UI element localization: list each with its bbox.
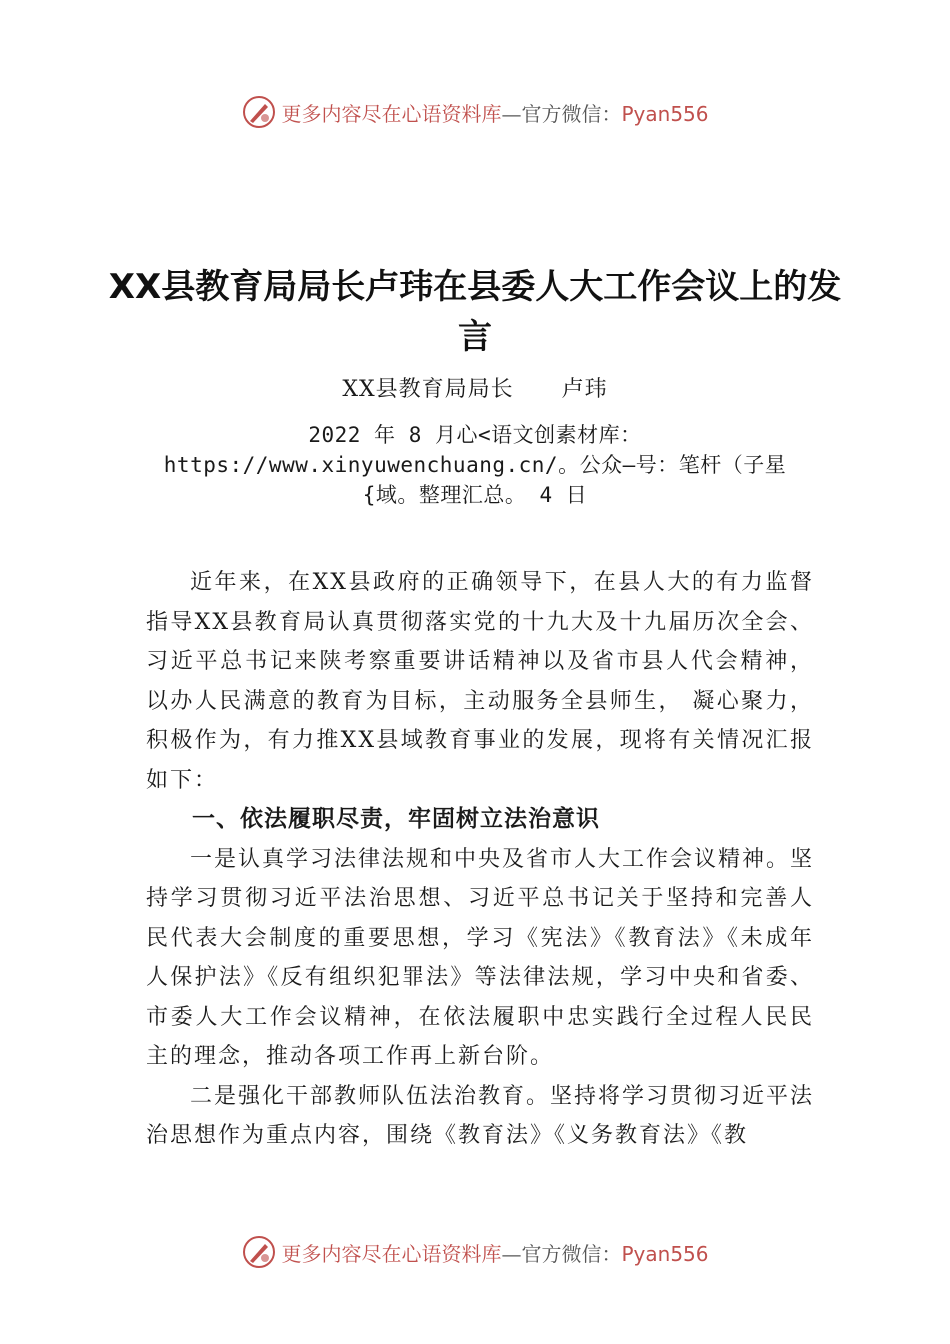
pen-logo-icon bbox=[241, 1234, 277, 1270]
footer-banner bbox=[0, 1232, 950, 1272]
banner-text: 更多内容尽在心语资料库—官方微信：Pyan556 bbox=[281, 101, 709, 126]
intro-paragraph: 近年来，在XX县政府的正确领导下，在县人大的有力监督指导XX县教育局认真贯彻落实党的十九大及十九届历次全会、习近平总书记来陕考察重要讲话精神以及省市县人代会精神，以办人民满意的教育为目标，主动服务全县师生， 凝心聚力，积极作为，有力推XX县域教育事业的发展，现将有关情况汇报如下： bbox=[146, 570, 814, 793]
document-title: XX县教育局局长卢玮在县委人大工作会议上的发言 bbox=[108, 267, 842, 357]
author-name: 卢玮 bbox=[561, 377, 608, 402]
banner-text: 更多内容尽在心语资料库—官方微信：Pyan556 bbox=[281, 1241, 709, 1266]
section-heading: 一、依法履职尽责，牢固树立法治意识 bbox=[192, 806, 600, 832]
paragraph-2: 二是强化干部教师队伍法治教育。坚持将学习贯彻习近平法治思想作为重点内容，围绕《教育法》《义务教育法》《教 bbox=[146, 1083, 815, 1148]
paragraph-1: 一是认真学习法律法规和中央及省市人大工作会议精神。坚持学习贯彻习近平法治思想、习近平总书记关于坚持和完善人民代表大会制度的重要思想，学习《宪法》《教育法》《未成年人保护法》《反有组织犯罪法》等法律法规，学习中央和省委、市委人大工作会议精神，在依法履职中忠实践行全过程人民民主的理念，推动各项工作再上新台阶。 bbox=[146, 846, 815, 1069]
header-banner bbox=[0, 92, 950, 132]
author-org: XX县教育局局长 bbox=[342, 377, 514, 402]
date-line: 2022 年 8 月心<语文创素材库：https://www.xinyuwenchuang.cn/。公众—号：笔杆（子星{域。整理汇总。 4 日 bbox=[163, 423, 787, 507]
author-line bbox=[0, 372, 950, 403]
document-body bbox=[146, 563, 814, 1156]
pen-logo-icon bbox=[241, 94, 277, 130]
